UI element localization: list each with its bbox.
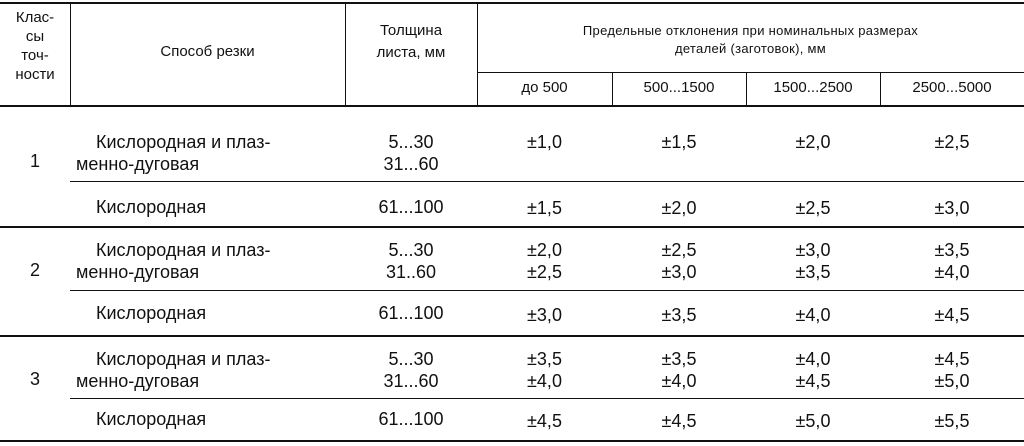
tolerance-value: ±2,5 bbox=[934, 132, 970, 152]
tolerance-value: ±4,5 bbox=[934, 305, 970, 325]
class-number: 3 bbox=[29, 369, 40, 389]
tolerance-cell bbox=[880, 348, 1024, 392]
group2-bottom-rule bbox=[0, 335, 1024, 337]
tolerance-value: ±3,5 bbox=[661, 305, 697, 325]
thickness-value: 61...100 bbox=[378, 197, 444, 217]
header-bottom-rule bbox=[0, 105, 1024, 107]
thickness-cell bbox=[345, 198, 477, 216]
tolerance-cell bbox=[746, 412, 880, 430]
method-line: Кислородная и плаз- bbox=[96, 132, 271, 152]
tolerance-cell bbox=[746, 348, 880, 392]
tolerance-value: ±4,0 bbox=[934, 262, 970, 282]
header-class-line: ности bbox=[15, 66, 55, 83]
tolerance-cell bbox=[612, 412, 746, 430]
tolerance-value: ±4,0 bbox=[795, 305, 831, 325]
tolerance-cell bbox=[612, 199, 746, 217]
tolerance-value: ±3,0 bbox=[795, 240, 831, 260]
group2-inner-rule bbox=[70, 290, 1024, 291]
thickness-value: 31...60 bbox=[383, 154, 439, 174]
tolerance-cell bbox=[477, 199, 612, 217]
tolerance-cell bbox=[477, 348, 612, 392]
tolerance-value: ±4,5 bbox=[795, 371, 831, 391]
thickness-cell bbox=[345, 410, 477, 428]
thickness-value: 61...100 bbox=[378, 409, 444, 429]
method-cell bbox=[76, 348, 338, 392]
table-top-rule bbox=[0, 2, 1024, 4]
tolerance-value: ±4,0 bbox=[527, 371, 562, 391]
header-class-line: сы bbox=[25, 28, 45, 45]
method-line: Кислородная bbox=[96, 303, 207, 323]
tolerance-cell bbox=[477, 306, 612, 324]
tolerance-cell bbox=[612, 306, 746, 324]
header-thickness-cell bbox=[345, 20, 477, 64]
thickness-value: 5...30 bbox=[388, 240, 434, 260]
group1-inner-rule bbox=[70, 181, 1024, 182]
thickness-value: 31..60 bbox=[385, 262, 437, 282]
method-cell bbox=[76, 239, 338, 283]
tolerance-cell bbox=[612, 133, 746, 151]
tolerance-value: ±5,5 bbox=[934, 411, 970, 431]
header-class-line: точ- bbox=[21, 47, 49, 64]
thickness-cell bbox=[345, 239, 477, 283]
method-cell bbox=[96, 410, 206, 428]
tolerance-cell bbox=[880, 239, 1024, 283]
tolerance-value: ±2,5 bbox=[661, 240, 697, 260]
tolerance-cell bbox=[746, 133, 880, 151]
tolerance-value: ±1,0 bbox=[527, 132, 562, 152]
tolerance-value: ±5,0 bbox=[795, 411, 831, 431]
tolerance-value: ±2,0 bbox=[527, 240, 562, 260]
subheader-up-to-500: до 500 bbox=[521, 79, 568, 96]
tolerance-value: ±2,0 bbox=[661, 198, 697, 218]
thickness-value: 5...30 bbox=[388, 349, 434, 369]
tolerance-value: ±4,0 bbox=[795, 349, 831, 369]
class-number: 2 bbox=[29, 260, 40, 280]
group1-bottom-rule bbox=[0, 226, 1024, 228]
subheader-500-1500: 500...1500 bbox=[643, 79, 715, 96]
tolerance-value: ±3,0 bbox=[934, 198, 970, 218]
method-line: менно-дуговая bbox=[76, 154, 200, 174]
tolerance-cell bbox=[746, 306, 880, 324]
header-class-line: Клас- bbox=[15, 9, 55, 26]
tolerance-cell bbox=[477, 239, 612, 283]
thickness-value: 31...60 bbox=[383, 371, 439, 391]
thickness-cell bbox=[345, 348, 477, 392]
header-thickness-line: листа, мм bbox=[376, 44, 446, 61]
method-line: Кислородная bbox=[96, 409, 207, 429]
tolerance-value: ±3,5 bbox=[934, 240, 970, 260]
header-method: Способ резки bbox=[160, 43, 255, 60]
tolerance-value: ±4,5 bbox=[934, 349, 970, 369]
tolerance-value: ±2,5 bbox=[527, 262, 562, 282]
method-line: менно-дуговая bbox=[76, 371, 200, 391]
method-line: Кислородная и плаз- bbox=[96, 349, 271, 369]
deviation-header-divider bbox=[477, 72, 1024, 73]
tolerance-cell bbox=[880, 199, 1024, 217]
tolerance-cell bbox=[612, 348, 746, 392]
tolerance-value: ±4,5 bbox=[661, 411, 697, 431]
tolerance-cell bbox=[477, 412, 612, 430]
method-cell bbox=[76, 131, 338, 175]
tolerance-value: ±3,0 bbox=[527, 305, 562, 325]
method-cell bbox=[96, 304, 206, 322]
thickness-value: 61...100 bbox=[378, 303, 444, 323]
thickness-value: 5...30 bbox=[388, 132, 434, 152]
tolerance-cell bbox=[746, 199, 880, 217]
class-number: 1 bbox=[29, 151, 40, 171]
thickness-cell bbox=[345, 131, 477, 175]
tolerance-cell bbox=[880, 306, 1024, 324]
tolerance-value: ±2,0 bbox=[795, 132, 831, 152]
subheader-2500-5000: 2500...5000 bbox=[912, 79, 992, 96]
header-thickness-line: Толщина bbox=[379, 22, 443, 39]
tolerance-value: ±2,5 bbox=[795, 198, 831, 218]
tolerance-value: ±4,0 bbox=[661, 371, 697, 391]
group3-inner-rule bbox=[70, 398, 1024, 399]
tolerance-cell bbox=[880, 133, 1024, 151]
method-line: Кислородная bbox=[96, 197, 207, 217]
tolerance-value: ±1,5 bbox=[527, 198, 562, 218]
tolerance-value: ±3,5 bbox=[527, 349, 562, 369]
method-line: Кислородная и плаз- bbox=[96, 240, 271, 260]
method-cell bbox=[96, 198, 206, 216]
subheader-1500-2500: 1500...2500 bbox=[773, 79, 853, 96]
tolerance-cell bbox=[880, 412, 1024, 430]
tolerance-value: ±1,5 bbox=[661, 132, 697, 152]
tolerance-value: ±3,5 bbox=[795, 262, 831, 282]
tolerance-value: ±4,5 bbox=[527, 411, 562, 431]
tolerance-cell bbox=[612, 239, 746, 283]
header-deviation-line: Предельные отклонения при номинальных размерах bbox=[582, 23, 919, 38]
tolerance-value: ±3,0 bbox=[661, 262, 697, 282]
thickness-cell bbox=[345, 304, 477, 322]
header-class-cell bbox=[6, 8, 64, 84]
tolerance-value: ±5,0 bbox=[934, 371, 970, 391]
tolerance-cell bbox=[746, 239, 880, 283]
header-deviation-cell bbox=[477, 22, 1024, 58]
header-deviation-line: деталей (заготовок), мм bbox=[674, 41, 827, 56]
table-bottom-rule bbox=[0, 440, 1024, 442]
tolerance-value: ±3,5 bbox=[661, 349, 697, 369]
method-line: менно-дуговая bbox=[76, 262, 200, 282]
tolerance-cell bbox=[477, 133, 612, 151]
